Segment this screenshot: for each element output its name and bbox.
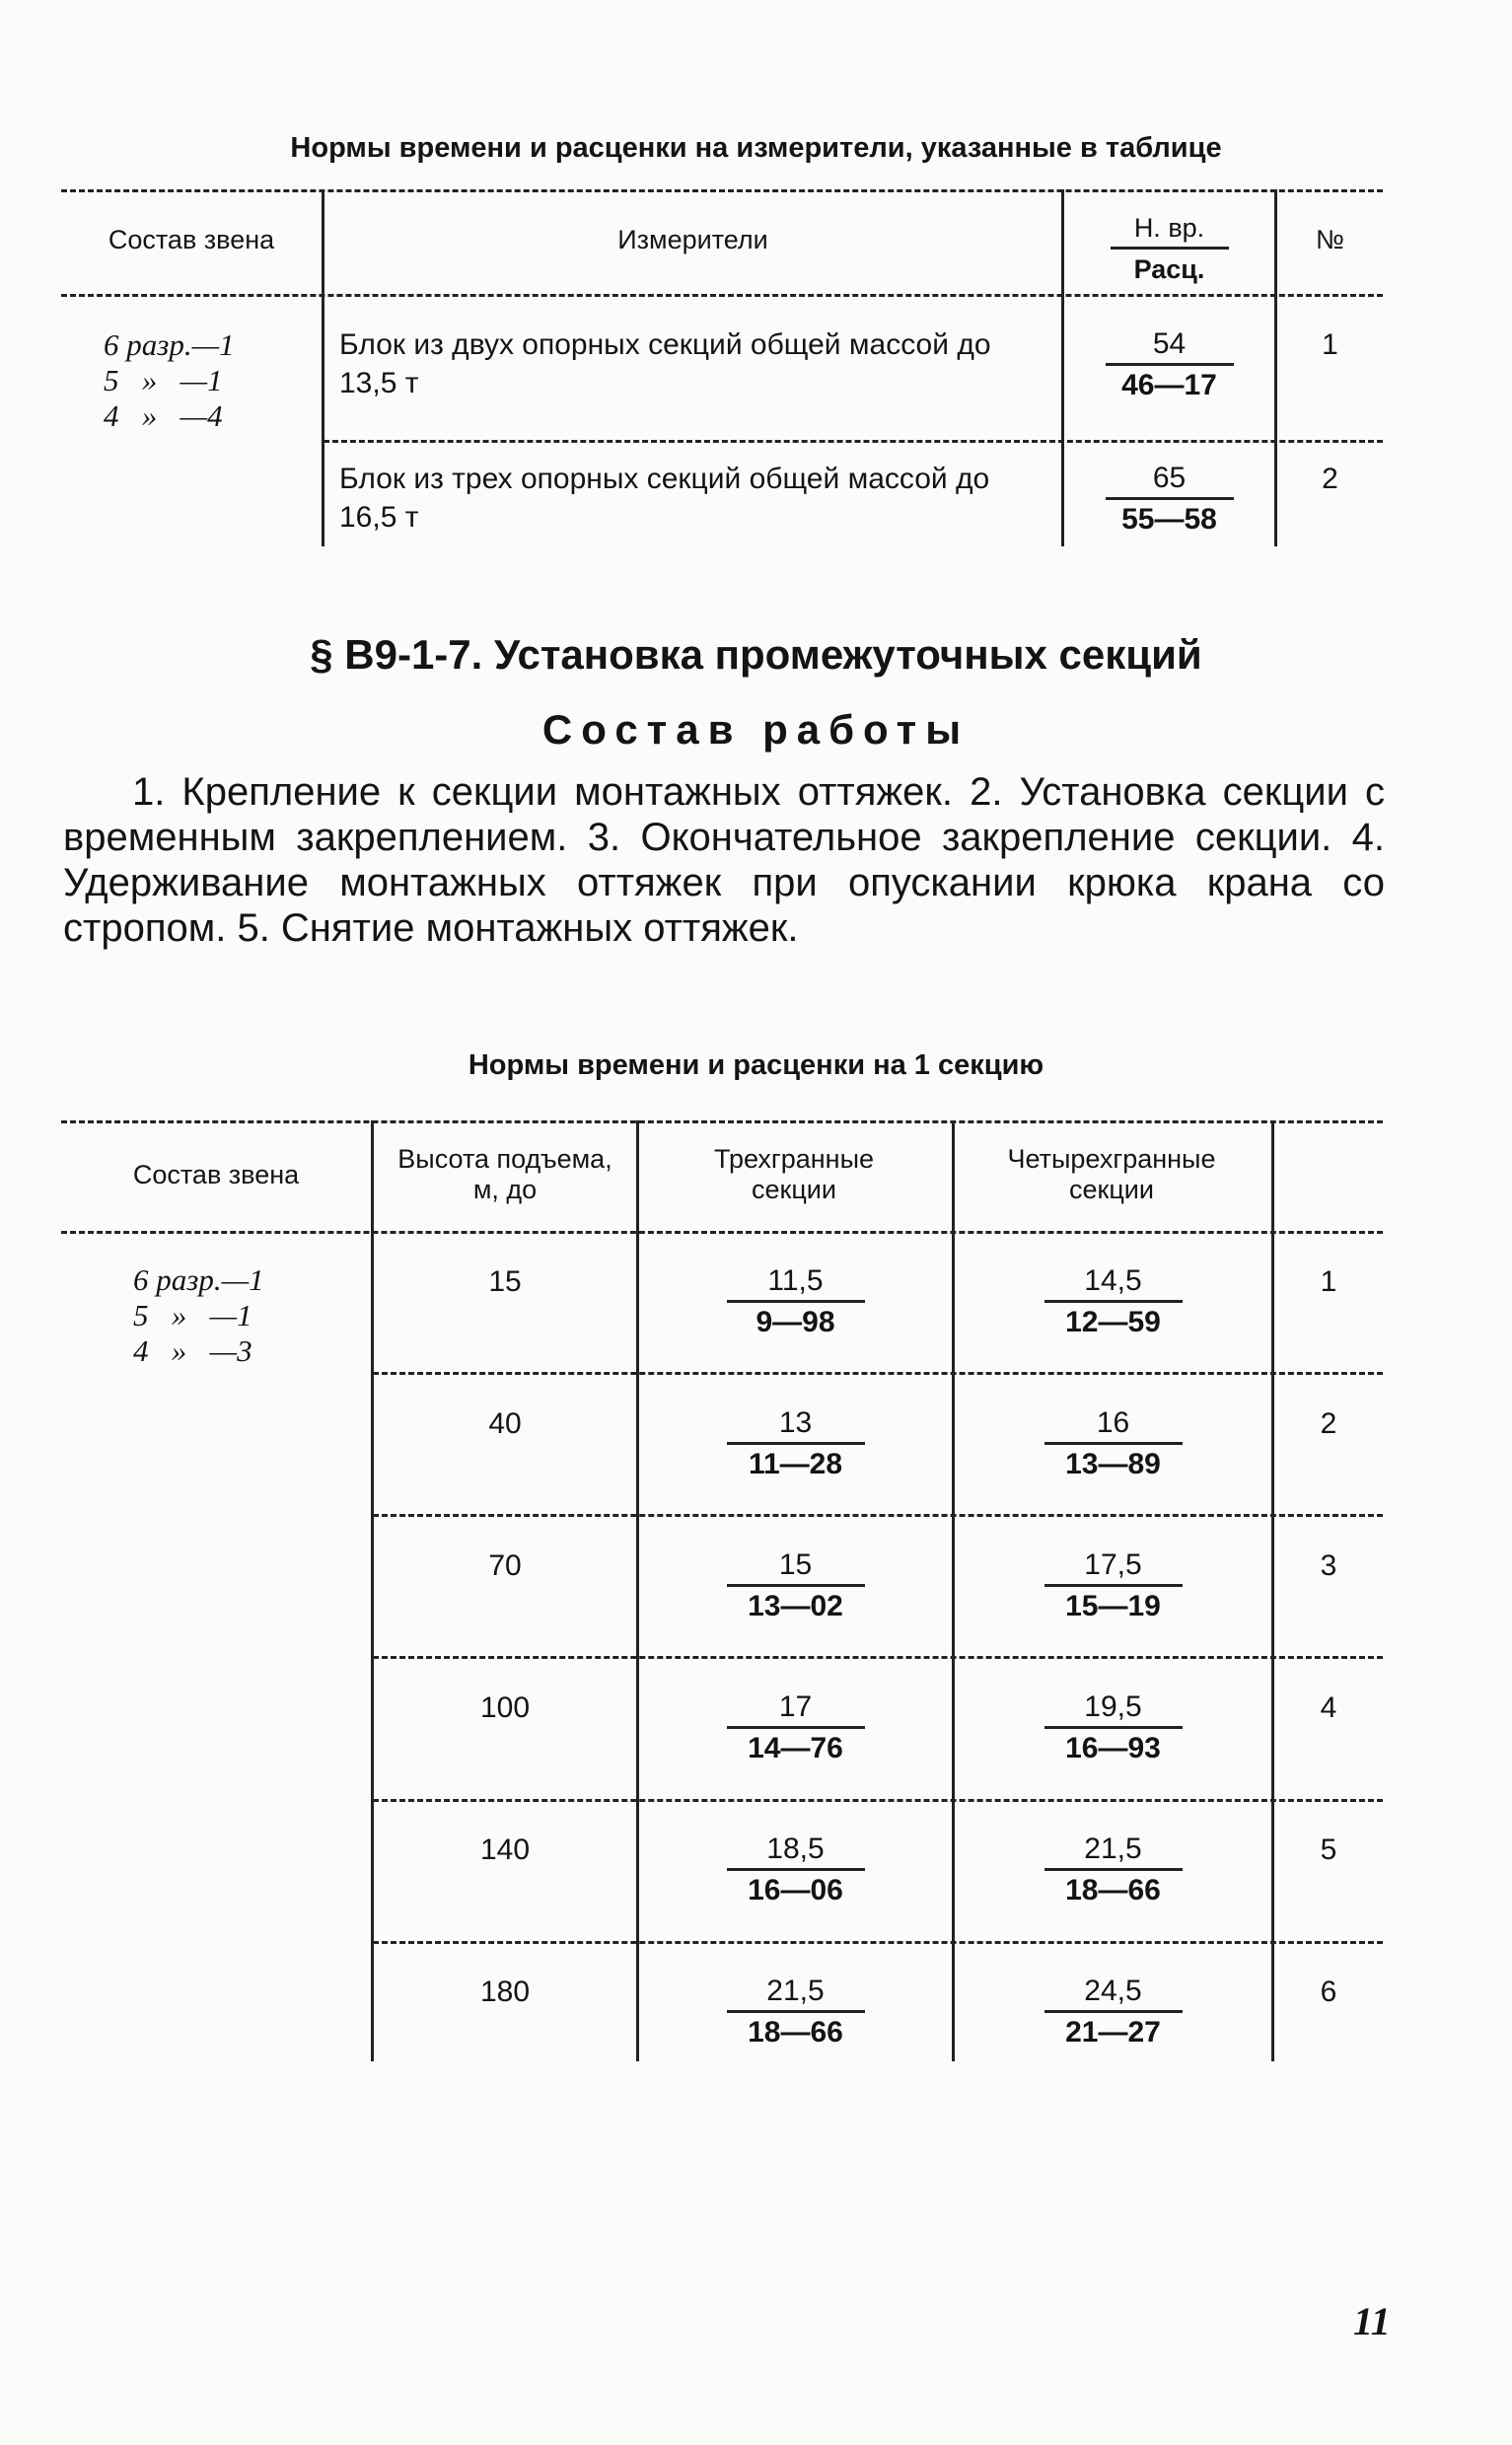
table2-crew-line: 5 » —1 [133, 1298, 252, 1332]
table2-height-cell: 180 [479, 1976, 531, 2008]
rate-value: 12—59 [1065, 1306, 1161, 1338]
table2-row-number: 2 [1320, 1407, 1337, 1440]
table2-header-height: Высота подъема, м, до [397, 1144, 612, 1205]
work-composition-text: 1. Крепление к секции монтажных оттяжек. 2. Установка секции с временным закреплением. 3. Окончательное закрепление секции. 4. Удерживание монтажных оттяжек при опускании крюка крана со стропом. 5. Снятие монтажных оттяжек. [63, 770, 1385, 950]
norm-value: 16 [1096, 1406, 1130, 1439]
table2-header-crew: Состав звена [132, 1160, 300, 1189]
norm-value: 24,5 [1084, 1975, 1142, 2007]
table1-header-rule [61, 294, 1383, 297]
table2-quad-cell [955, 1546, 1271, 1626]
norm-header-bottom: Расц. [1133, 254, 1205, 284]
rate-value: 15—19 [1065, 1590, 1161, 1622]
table2-height-cell: 40 [488, 1407, 522, 1440]
table2-quad-cell [955, 1262, 1271, 1342]
table2-tri-cell [639, 1546, 952, 1626]
table2-caption: Нормы времени и расценки на 1 секцию [468, 1049, 1044, 1081]
table2-row-rule [373, 1372, 1383, 1375]
table2-row-rule [373, 1514, 1383, 1517]
table2-quad-cell [955, 1689, 1271, 1768]
table1-crew-line: 5 » —1 [104, 363, 223, 397]
table1-crew-line: 4 » —4 [104, 398, 223, 433]
table1-header-number: № [1316, 225, 1344, 254]
norm-value: 19,5 [1084, 1690, 1142, 1723]
norm-value: 11,5 [767, 1264, 824, 1297]
rate-value: 13—02 [748, 1590, 843, 1622]
work-composition-title: Состав работы [541, 706, 971, 753]
table2-top-rule [61, 1120, 1383, 1123]
table2-row-number: 3 [1320, 1549, 1337, 1582]
table2-tri-cell [639, 1973, 952, 2052]
table2-crew-line: 4 » —3 [133, 1333, 252, 1368]
norm-value: 21,5 [766, 1975, 825, 2007]
table2-row-number: 1 [1320, 1265, 1337, 1298]
table2-row-rule [373, 1941, 1383, 1944]
rate-value: 11—28 [748, 1448, 843, 1480]
table1-row-rule [324, 440, 1383, 443]
table2-quad-cell [955, 1831, 1271, 1910]
table2-quad-cell [955, 1404, 1271, 1484]
table1-header-norm [1064, 209, 1274, 289]
norm-value: 14,5 [1084, 1264, 1142, 1297]
rate-value: 16—06 [748, 1874, 843, 1906]
table2-row-number: 6 [1320, 1976, 1337, 2008]
table1-measure-cell: Блок из трех опорных секций общей массой до 16,5 т [339, 463, 990, 534]
norm-header-top: Н. вр. [1133, 213, 1205, 243]
norm-value: 15 [778, 1548, 813, 1581]
norm-value: 65 [1152, 462, 1187, 494]
page-number: 11 [1353, 2299, 1391, 2343]
table2-crew-line: 6 разр.—1 [133, 1262, 264, 1297]
table2-header-quad: Четырехгранные секции [1007, 1144, 1216, 1205]
table1-top-rule [61, 189, 1383, 192]
table2-row-rule [373, 1799, 1383, 1802]
rate-value: 18—66 [1065, 1874, 1161, 1906]
table2-height-cell: 70 [488, 1549, 522, 1582]
rate-value: 18—66 [748, 2016, 843, 2049]
rate-value: 9—98 [756, 1306, 835, 1338]
norm-value: 21,5 [1084, 1833, 1142, 1865]
rate-value: 55—58 [1121, 503, 1217, 536]
section-title: § В9-1-7. Установка промежуточных секций [310, 631, 1202, 678]
table2-tri-cell [639, 1831, 952, 1910]
table2-height-cell: 100 [479, 1691, 531, 1724]
rate-value: 13—89 [1065, 1448, 1161, 1480]
table1-row-number: 1 [1322, 328, 1338, 361]
rate-value: 16—93 [1065, 1732, 1161, 1764]
norm-value: 17 [778, 1690, 813, 1723]
table2-tri-cell [639, 1262, 952, 1342]
norm-value: 13 [778, 1406, 813, 1439]
table2-tri-cell [639, 1689, 952, 1768]
norm-value: 18,5 [766, 1833, 825, 1865]
table1-header-crew: Состав звена [108, 225, 275, 254]
norm-value: 17,5 [1084, 1548, 1142, 1581]
table1-crew-line: 6 разр.—1 [104, 327, 235, 362]
table2-header-tri: Трехгранные секции [713, 1144, 875, 1205]
table1-norm-cell [1064, 460, 1274, 539]
table2-row-rule [373, 1656, 1383, 1659]
table2-row-number: 4 [1320, 1691, 1337, 1724]
table2-quad-cell [955, 1973, 1271, 2052]
table1-row-number: 2 [1322, 463, 1338, 495]
table2-row-number: 5 [1320, 1834, 1337, 1866]
table2-height-cell: 15 [488, 1265, 522, 1298]
table1-measure-cell: Блок из двух опорных секций общей массой до 13,5 т [339, 328, 991, 399]
rate-value: 21—27 [1065, 2016, 1161, 2049]
rate-value: 14—76 [748, 1732, 843, 1764]
rate-value: 46—17 [1121, 369, 1217, 401]
table2-header-rule [61, 1231, 1383, 1234]
table1-header-measures: Измерители [617, 225, 768, 254]
norm-value: 54 [1152, 327, 1187, 360]
table1-caption: Нормы времени и расценки на измерители, указанные в таблице [290, 132, 1222, 164]
table2-tri-cell [639, 1404, 952, 1484]
table2-height-cell: 140 [479, 1834, 531, 1866]
table1-norm-cell [1064, 325, 1274, 405]
